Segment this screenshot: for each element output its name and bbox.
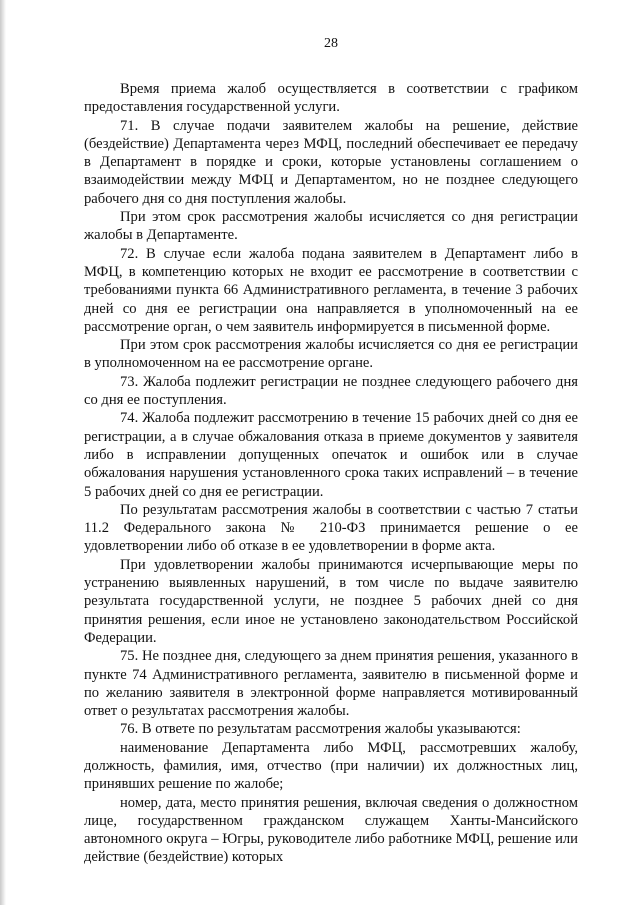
paragraph-74: 74. Жалоба подлежит рассмотрению в течение 15 рабочих дней со дня ее регистрации, а в случае обжалования отказа в приеме документов у заявителя либо в исправлении допущенных опечаток и ошибок или в случае обжалования нарушения установленного срока таких исправлений – в течение 5 рабочих дней со дня ее регистрации.	[84, 410, 578, 500]
scan-edge-shadow	[0, 0, 6, 905]
paragraph-reception-time: Время приема жалоб осуществляется в соответствии с графиком предоставления государственной услуги.	[84, 81, 578, 116]
paragraph-71: 71. В случае подачи заявителем жалобы на решение, действие (бездействие) Департамента через МФЦ, последний обеспечивает ее передачу в Департамент в порядке и сроки, которые установлены соглашением о взаимодействии между МФЦ и Департаментом, но не позднее следующего рабочего дня со дня поступления жалобы.	[84, 117, 578, 207]
paragraph-74-satisfaction: При удовлетворении жалобы принимаются исчерпывающие меры по устранению выявленных нарушений, в том числе по выдаче заявителю результата государственной услуги, не позднее 5 рабочих дней со дня принятия решения, если иное не установлено законодательством Российской Федерации.	[84, 556, 578, 646]
paragraph-76-item-number: номер, дата, место принятия решения, включая сведения о должностном лице, государственном гражданском служащем Ханты-Мансийского автономного округа – Югры, руководителе либо работнике МФЦ, решение или действие (бездействие) которых	[84, 794, 578, 866]
paragraph-74-decision: По результатам рассмотрения жалобы в соответствии с частью 7 статьи 11.2 Федерального закона № 210-ФЗ принимается решение о ее удовлетворении либо об отказе в ее удовлетворении в форме акта.	[84, 501, 578, 555]
paragraph-71-term: При этом срок рассмотрения жалобы исчисляется со дня регистрации жалобы в Департаменте.	[84, 209, 578, 244]
paragraph-75: 75. Не позднее дня, следующего за днем принятия решения, указанного в пункте 74 Административного регламента, заявителю в письменной форме и по желанию заявителя в электронной форме направляется мотивированный ответ о результатах рассмотрения жалобы.	[84, 648, 578, 720]
paragraph-72: 72. В случае если жалоба подана заявителем в Департамент либо в МФЦ, в компетенцию которых не входит ее рассмотрение в соответствии с требованиями пункта 66 Административного регламента, в течение 3 рабочих дней со дня ее регистрации она направляется в уполномоченный на ее рассмотрение орган, о чем заявитель информируется в письменной форме.	[84, 245, 578, 335]
paragraph-73: 73. Жалоба подлежит регистрации не позднее следующего рабочего дня со дня ее поступления.	[84, 373, 578, 409]
paragraph-76-item-name: наименование Департамента либо МФЦ, рассмотревших жалобу, должность, фамилия, имя, отчество (при наличии) их должностных лиц, принявших решение по жалобе;	[84, 739, 578, 793]
paragraph-72-term: При этом срок рассмотрения жалобы исчисляется со дня ее регистрации в уполномоченном на ее рассмотрение органе.	[84, 337, 578, 372]
page-number: 28	[324, 36, 338, 51]
paragraph-76: 76. В ответе по результатам рассмотрения жалобы указываются:	[120, 721, 521, 738]
